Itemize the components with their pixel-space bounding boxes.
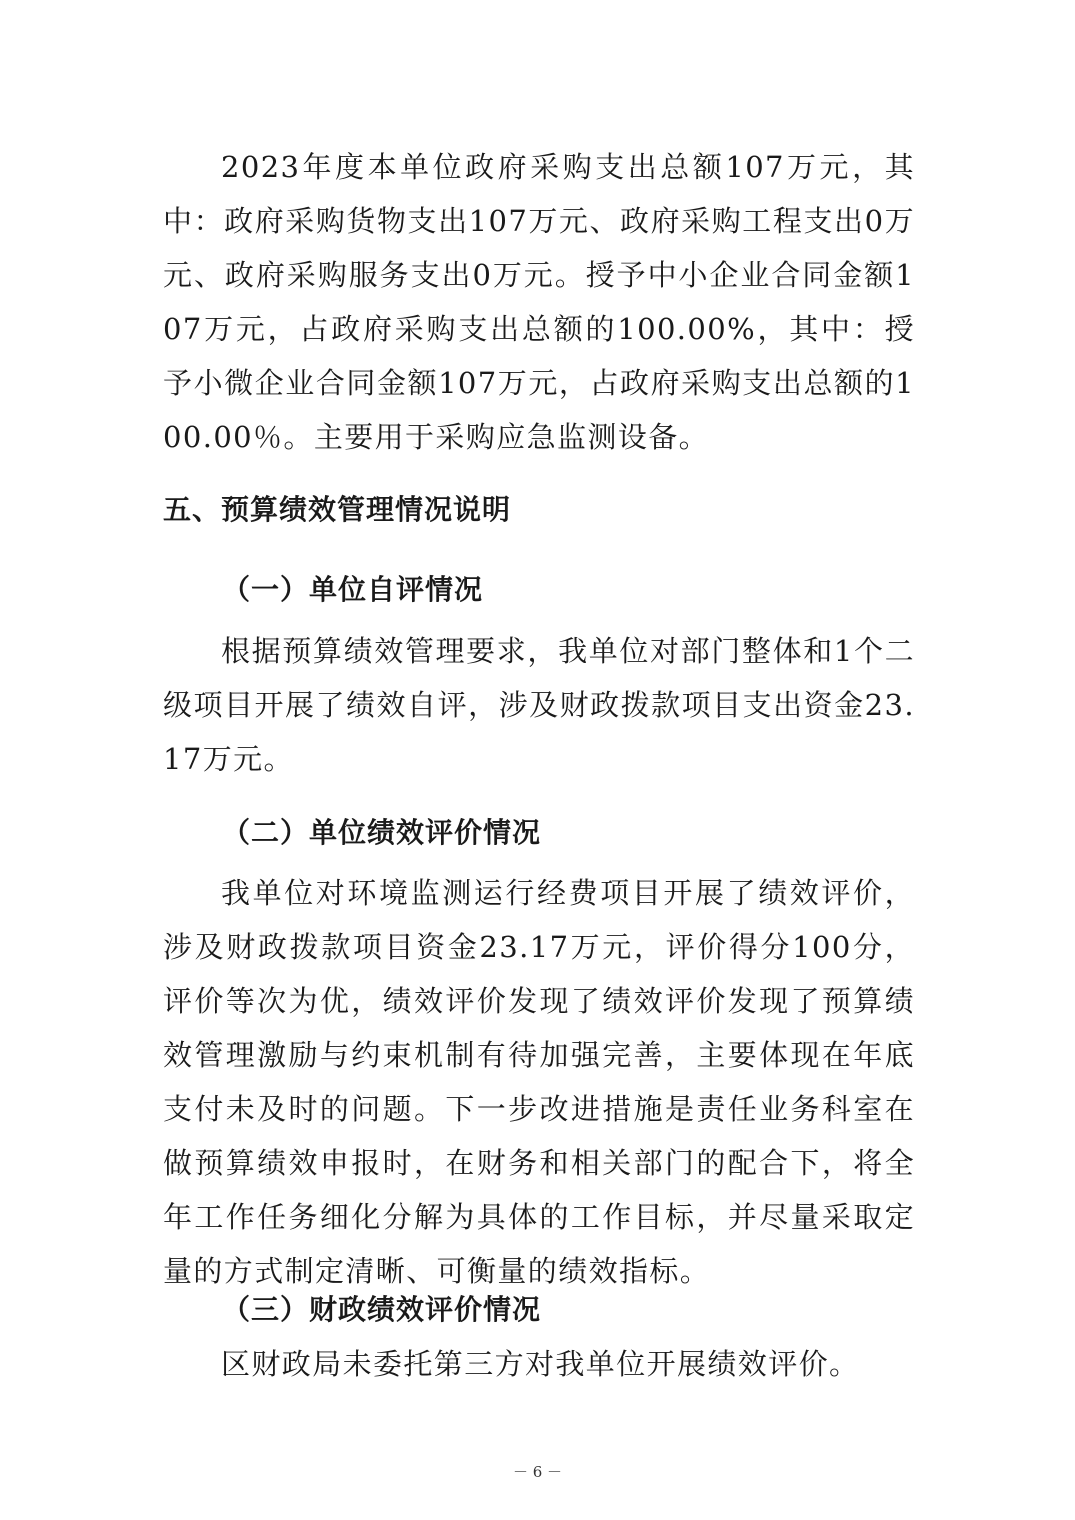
subheading-self-evaluation: （一）单位自评情况 — [222, 573, 484, 606]
subheading-fiscal-performance-evaluation: （三）财政绩效评价情况 — [222, 1293, 542, 1326]
subheading-unit-performance-evaluation: （二）单位绩效评价情况 — [222, 816, 542, 849]
page-number: － 6 － — [512, 1463, 563, 1481]
fiscal-evaluation-paragraph: 区财政局未委托第三方对我单位开展绩效评价。 — [221, 1347, 860, 1381]
procurement-paragraph: 2023年度本单位政府采购支出总额107万元，其中：政府采购货物支出107万元、政府采购工程支出0万元、政府采购服务支出0万元。授予中小企业合同金额107万元，占政府采购支出总额的100.00%，其中：授予小微企业合同金额107万元，占政府采购支出总额的100.00％。主要用于采购应急监测设备。 — [163, 150, 915, 454]
section-heading-performance-management: 五、预算绩效管理情况说明 — [163, 493, 512, 526]
unit-evaluation-paragraph: 我单位对环境监测运行经费项目开展了绩效评价，涉及财政拨款项目资金23.17万元，评价得分100分，评价等次为优，绩效评价发现了绩效评价发现了预算绩效管理激励与约束机制有待加强完善，主要体现在年底支付未及时的问题。下一步改进措施是责任业务科室在做预算绩效申报时，在财务和相关部门的配合下，将全年工作任务细化分解为具体的工作目标，并尽量采取定量的方式制定清晰、可衡量的绩效指标。 — [163, 876, 915, 1288]
self-evaluation-paragraph: 根据预算绩效管理要求，我单位对部门整体和1个二级项目开展了绩效自评，涉及财政拨款项目支出资金23.17万元。 — [163, 634, 915, 776]
